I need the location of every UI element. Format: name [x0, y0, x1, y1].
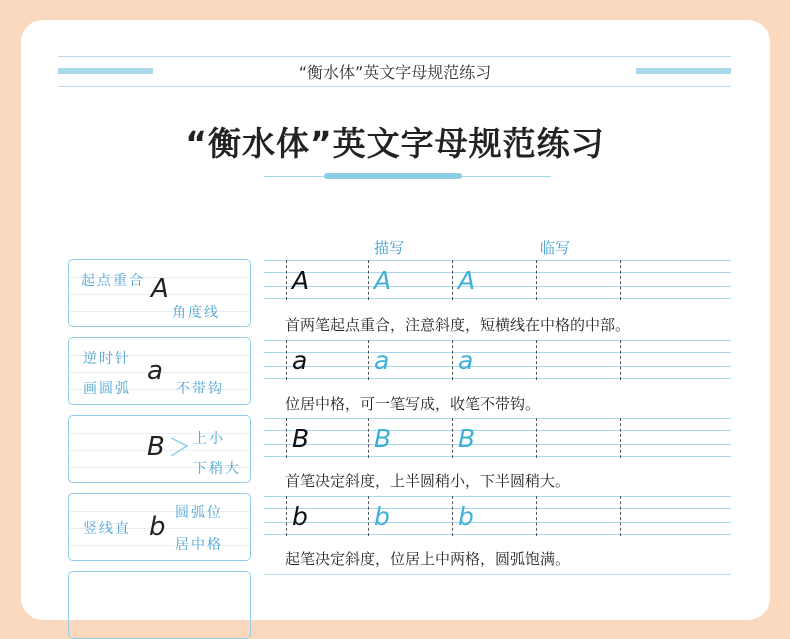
practice-letter: b — [292, 502, 308, 531]
header-top-line — [58, 56, 731, 57]
note-text: 居中格 — [175, 537, 223, 553]
note-text: 下稍大 — [193, 461, 241, 477]
practice-letter: A — [292, 266, 310, 295]
note-text: 逆时针 — [83, 351, 131, 367]
example-letter: b — [149, 512, 166, 542]
instruction-text: 位居中格，可一笔写成，收笔不带钩。 — [285, 395, 541, 413]
note-text: 竖线直 — [83, 521, 131, 537]
trace-letter[interactable]: A — [458, 266, 476, 295]
note-text: 角度线 — [172, 305, 220, 321]
note-text: 上小 — [193, 431, 225, 447]
practice-letter: B — [292, 424, 310, 453]
column-label-copy: 临写 — [540, 239, 571, 257]
practice-row-a — [264, 340, 731, 386]
header-text: “衡水体”英文字母规范练习 — [298, 63, 492, 82]
trace-letter[interactable]: B — [374, 424, 392, 453]
note-box-b — [68, 493, 251, 561]
trace-letter[interactable]: A — [374, 266, 392, 295]
instruction-text: 起笔决定斜度，位居上中两格，圆弧饱满。 — [285, 550, 571, 568]
note-text: 不带钩 — [176, 381, 224, 397]
note-box-B — [68, 415, 251, 483]
header-bottom-line — [58, 86, 731, 87]
title-underline-bar — [324, 173, 462, 179]
trace-letter[interactable]: B — [458, 424, 476, 453]
instruction-text: 首两笔起点重合，注意斜度，短横线在中格的中部。 — [285, 316, 631, 334]
trace-letter[interactable]: a — [458, 346, 474, 375]
note-text: 圆弧位 — [175, 505, 223, 521]
trace-letter[interactable]: b — [374, 502, 390, 531]
practice-row-B — [264, 418, 731, 464]
trace-letter[interactable]: b — [458, 502, 474, 531]
note-box-next — [68, 571, 251, 639]
example-letter: A — [151, 274, 169, 304]
column-label-trace: 描写 — [374, 239, 405, 257]
arrow-icon — [169, 434, 191, 460]
example-letter: a — [147, 356, 163, 386]
trace-letter[interactable]: a — [374, 346, 390, 375]
note-text: 画圆弧 — [83, 381, 131, 397]
note-box-a — [68, 337, 251, 405]
practice-row-A — [264, 260, 731, 306]
page-title: “衡水体”英文字母规范练习 — [185, 124, 605, 163]
note-text: 起点重合 — [81, 273, 145, 289]
practice-letter: a — [292, 346, 308, 375]
example-letter: B — [147, 432, 165, 462]
instruction-text: 首笔决定斜度，上半圆稍小，下半圆稍大。 — [285, 472, 571, 490]
practice-row-b — [264, 496, 731, 542]
note-box-A — [68, 259, 251, 327]
next-row-line — [264, 574, 731, 575]
